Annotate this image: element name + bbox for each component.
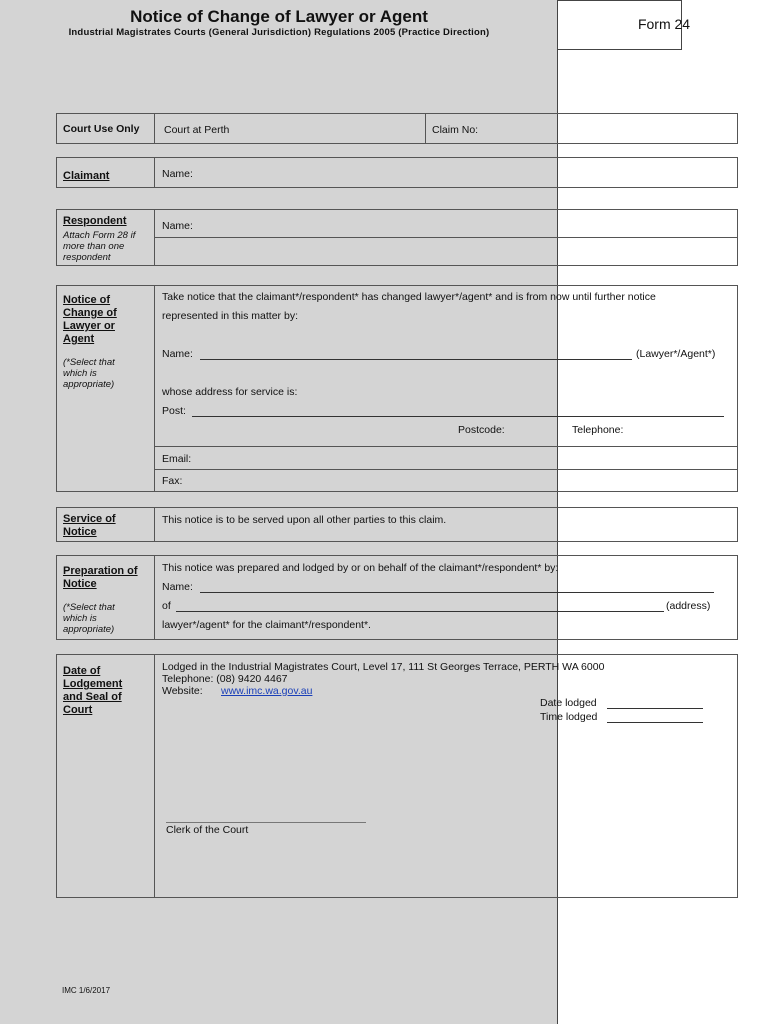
claimant-label: Claimant (63, 170, 110, 182)
claimant-label-cell (57, 158, 155, 187)
preparation-line4: lawyer*/agent* for the claimant*/respondent*. (162, 619, 371, 631)
notice-change-section (56, 285, 738, 492)
court-divider (425, 114, 426, 143)
court-use-label: Court Use Only (63, 123, 140, 135)
respondent-label-cell (57, 210, 155, 265)
fax-field[interactable]: Fax: (162, 475, 183, 487)
respondent-divider (155, 237, 737, 238)
notice-change-label: Notice of Change of Lawyer or Agent (63, 294, 117, 345)
preparation-label: Preparation of Notice (63, 565, 138, 590)
lodgement-label: Date of Lodgement and Seal of Court (63, 665, 123, 716)
claim-no-field[interactable]: Claim No: (432, 124, 479, 136)
lodgement-address: Lodged in the Industrial Magistrates Court, Level 17, 111 St Georges Terrace, PERTH WA 6000 (162, 661, 605, 673)
telephone-label[interactable]: Telephone: (572, 424, 624, 436)
post-field[interactable] (192, 416, 724, 417)
notice-line2: represented in this matter by: (162, 310, 298, 322)
email-divider (155, 446, 737, 447)
clerk-label: Clerk of the Court (166, 824, 249, 836)
respondent-name-field[interactable]: Name: (162, 220, 193, 232)
service-section (56, 507, 738, 542)
notice-label-cell (57, 286, 155, 491)
preparer-of-label: of (162, 600, 171, 612)
respondent-label: Respondent (63, 215, 127, 227)
date-lodged-label: Date lodged (540, 697, 597, 709)
lodgement-section (56, 654, 738, 898)
court-use-section (56, 113, 738, 144)
notice-change-note: (*Select that which is appropriate) (63, 357, 115, 390)
service-text: This notice is to be served upon all other parties to this claim. (162, 514, 447, 526)
respondent-note: Attach Form 28 if more than one respondent (63, 230, 136, 263)
claimant-section (56, 157, 738, 188)
form-title: Notice of Change of Lawyer or Agent (130, 7, 428, 26)
email-field[interactable]: Email: (162, 453, 192, 465)
lawyer-agent-option: (Lawyer*/Agent*) (636, 348, 716, 360)
time-lodged-label: Time lodged (540, 711, 598, 723)
court-field: Court at Perth (164, 124, 230, 136)
form-title-box (0, 0, 691, 50)
form-subtitle: Industrial Magistrates Courts (General Jurisdiction) Regulations 2005 (Practice Direction) (68, 27, 490, 38)
respondent-section (56, 209, 738, 266)
form-number: Form 24 (637, 16, 691, 32)
court-use-label-cell (57, 114, 155, 143)
clerk-signature-line[interactable] (166, 822, 366, 823)
footer-code: IMC 1/6/2017 (62, 986, 111, 995)
preparer-address-field[interactable] (176, 611, 664, 612)
preparation-section (56, 555, 738, 640)
preparer-name-label: Name: (162, 581, 193, 593)
preparer-name-field[interactable] (200, 592, 714, 593)
address-intro: whose address for service is: (162, 386, 298, 398)
lawyer-name-field[interactable] (200, 359, 632, 360)
preparation-label-cell (57, 556, 155, 639)
notice-line1: Take notice that the claimant*/respondent* has changed lawyer*/agent* and is from now until further notice (162, 291, 656, 303)
lodgement-label-cell (57, 655, 155, 897)
preparer-address-label: (address) (666, 600, 711, 612)
service-label: Service of Notice (63, 513, 116, 538)
service-label-cell (57, 508, 155, 541)
preparation-line1: This notice was prepared and lodged by or on behalf of the claimant*/respondent* by: (162, 562, 559, 574)
lodgement-telephone: Telephone: (08) 9420 4467 (162, 673, 288, 685)
claimant-name-field[interactable]: Name: (162, 168, 193, 180)
website-link[interactable]: www.imc.wa.gov.au (221, 685, 313, 697)
date-lodged-field[interactable] (607, 708, 703, 709)
preparation-note: (*Select that which is appropriate) (63, 602, 115, 635)
post-label: Post: (162, 405, 186, 417)
postcode-label[interactable]: Postcode: (458, 424, 505, 436)
time-lodged-field[interactable] (607, 722, 703, 723)
website-label: Website: (162, 685, 203, 697)
fax-divider (155, 469, 737, 470)
lawyer-name-label: Name: (162, 348, 193, 360)
